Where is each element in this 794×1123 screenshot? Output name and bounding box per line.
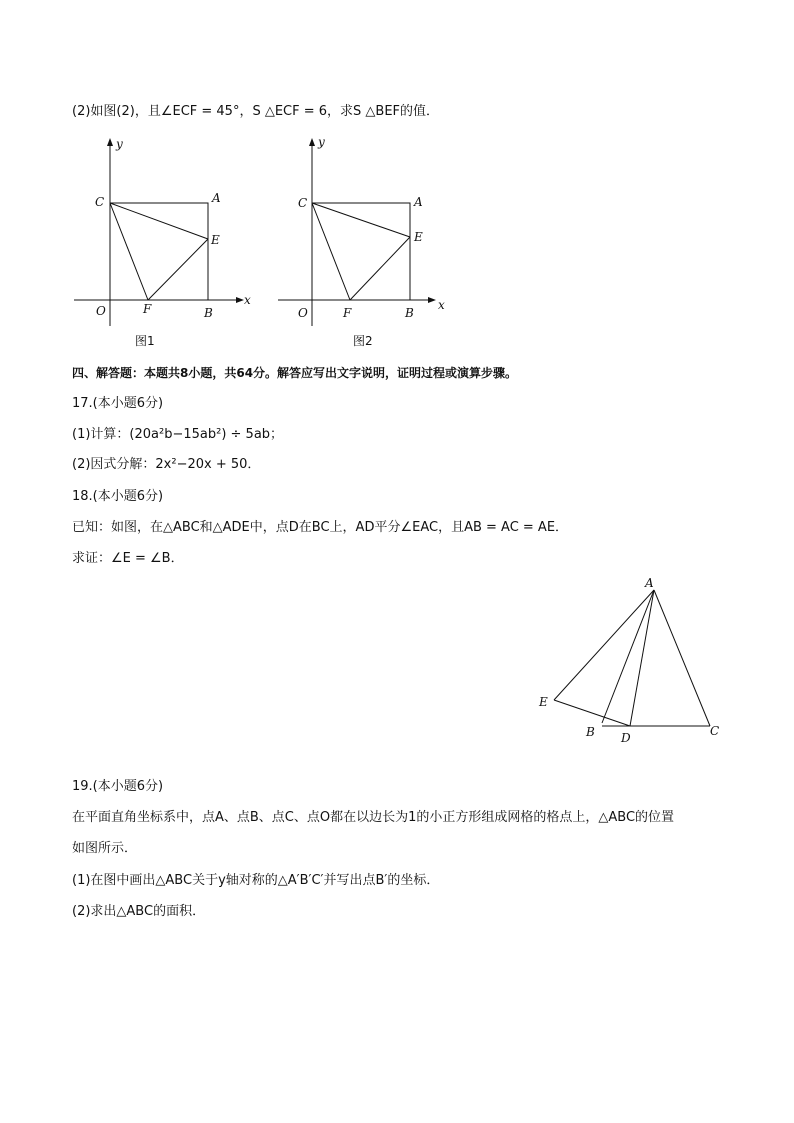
square-CABO [312,203,410,300]
segment-CE [312,203,410,237]
y-axis-arrow [309,138,315,146]
label-C: C [298,196,308,210]
label-A: A [414,195,423,209]
q17-title: 17.(本小题6分) [72,396,164,411]
label-y: y [116,137,123,151]
figure-1-svg [68,136,258,351]
label-B: B [405,306,414,320]
segment-FE [148,239,208,300]
segment-CE [110,203,208,239]
segment-ED [554,700,630,726]
label-O: O [96,304,106,318]
label-F: F [343,306,352,320]
segment-CF [110,203,148,300]
square-CABO [110,203,208,300]
label-E: E [211,233,220,247]
label-O: O [298,306,308,320]
q19-text-line2: 如图所示． [72,841,138,856]
figure-1 [68,136,258,355]
figure-2 [272,136,462,355]
q19-part2: (2)求出△ABC的面积． [72,904,206,919]
label-B: B [586,725,595,739]
q16-part2-text: (2)如图(2)，且∠ECF = 45°，S △ECF = 6，求S △BEF的值． [72,104,440,119]
x-axis-arrow [236,297,244,303]
q18-title: 18.(本小题6分) [72,489,164,504]
x-axis-arrow [428,297,436,303]
q19-text-line1: 在平面直角坐标系中，点A、点B、点C、点O都在以边长为1的小正方形组成网格的格点上，△ABC的位置 [72,810,675,825]
label-B: B [204,306,213,320]
label-x: x [244,293,251,307]
figure-2-svg [272,136,462,351]
label-x: x [438,298,445,312]
label-y: y [318,136,325,149]
segment-AE [554,590,654,700]
segment-CF [312,203,350,300]
label-C: C [710,724,720,738]
q18-prove: 求证：∠E = ∠B． [72,551,184,566]
q17-part2: (2)因式分解：2x²−20x + 50． [72,457,261,472]
label-A: A [645,576,654,590]
q17-part1: (1)计算：(20a²b−15ab²) ÷ 5ab； [72,427,284,442]
label-A: A [212,191,221,205]
segment-AD [630,590,654,726]
label-F: F [143,302,152,316]
q19-part1: (1)在图中画出△ABC关于y轴对称的△A′B′C′并写出点B′的坐标． [72,873,440,888]
q19-title: 19.(本小题6分) [72,779,164,794]
segment-FE [350,237,410,300]
figure-2-caption: 图2 [353,334,373,348]
q18-given: 已知：如图，在△ABC和△ADE中，点D在BC上，AD平分∠EAC，且AB = AC = AE． [72,520,569,535]
label-E: E [414,230,423,244]
segment-AB [602,590,654,723]
section-4-heading: 四、解答题：本题共8小题，共64分。解答应写出文字说明，证明过程或演算步骤。 [72,366,518,380]
figure-q18 [530,572,730,756]
y-axis-arrow [107,138,113,146]
label-C: C [95,195,105,209]
label-E: E [539,695,548,709]
figure-1-caption: 图1 [135,334,155,348]
segment-AC [654,590,710,726]
label-D: D [621,731,631,745]
figure-q18-svg [530,572,730,752]
